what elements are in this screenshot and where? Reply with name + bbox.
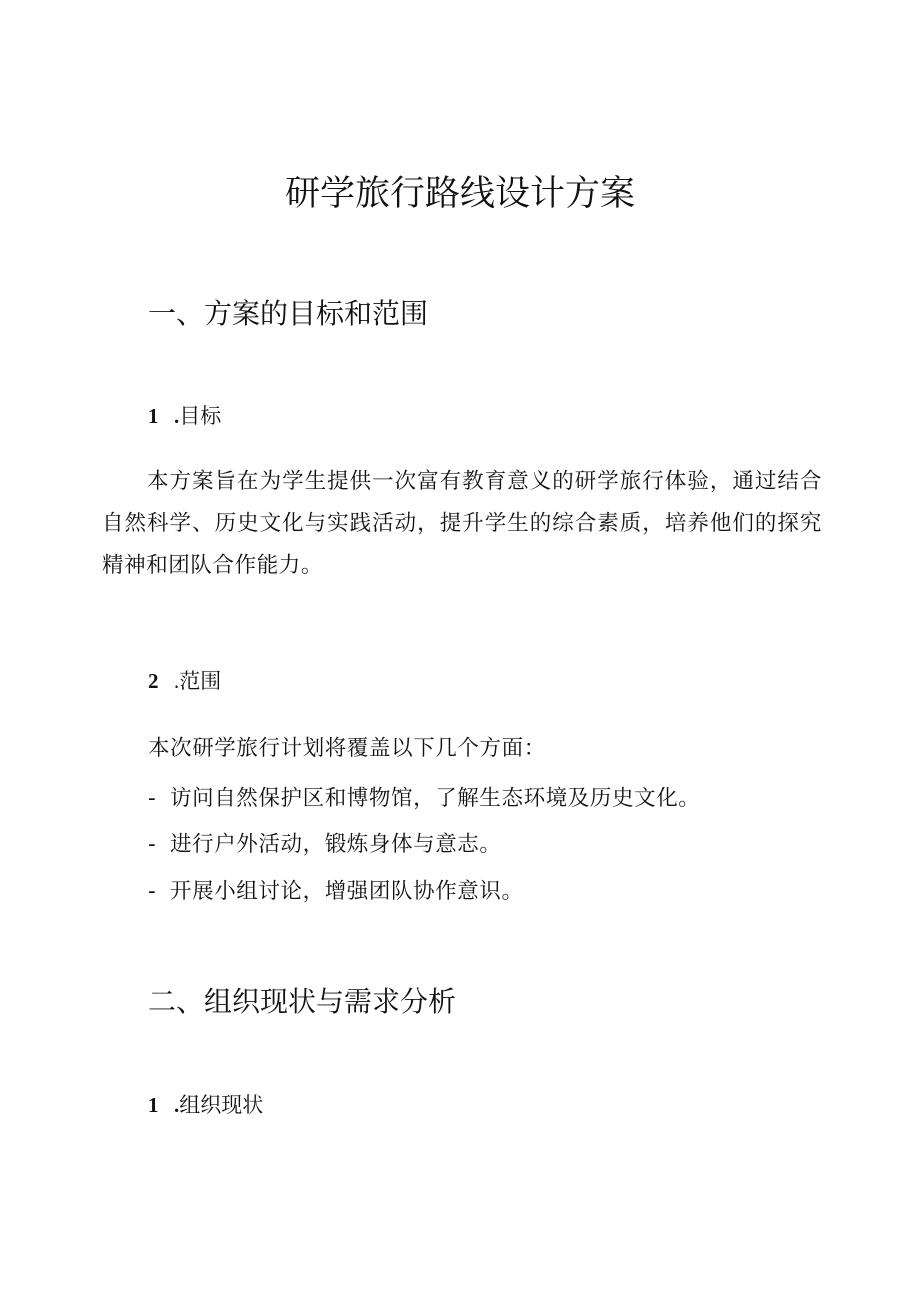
goal-paragraph: 本方案旨在为学生提供一次富有教育意义的研学旅行体验，通过结合自然科学、历史文化与实践活动，提升学生的综合素质，培养他们的探究精神和团队合作能力。 bbox=[102, 469, 822, 578]
bullet-text: 进行户外活动，锻炼身体与意志。 bbox=[170, 832, 502, 857]
subheading-scope bbox=[148, 666, 221, 696]
bullet-text: 访问自然保护区和博物馆，了解生态环境及历史文化。 bbox=[170, 786, 701, 811]
bullet-dash: - bbox=[148, 832, 157, 857]
subheading-label: 范围 bbox=[179, 669, 222, 693]
subheading-goal bbox=[148, 401, 221, 431]
subheading-dot: . bbox=[174, 669, 180, 693]
subheading-org-status bbox=[148, 1090, 263, 1120]
scope-intro: 本次研学旅行计划将覆盖以下几个方面： bbox=[148, 736, 546, 761]
section-heading-goals-scope: 一、方案的目标和范围 bbox=[148, 297, 429, 330]
document-title: 研学旅行路线设计方案 bbox=[284, 174, 635, 214]
bullet-dash: - bbox=[148, 786, 157, 811]
list-item bbox=[148, 877, 524, 907]
subheading-number: 2 bbox=[148, 669, 159, 693]
subheading-dot: . bbox=[174, 1093, 180, 1117]
bullet-text: 开展小组讨论，增强团队协作意识。 bbox=[170, 879, 524, 904]
bullet-dash: - bbox=[148, 879, 157, 904]
subheading-dot: . bbox=[174, 404, 180, 428]
list-item bbox=[148, 784, 700, 814]
section-heading-status-analysis: 二、组织现状与需求分析 bbox=[148, 985, 457, 1018]
subheading-label: 目标 bbox=[179, 404, 222, 428]
subheading-label: 组织现状 bbox=[179, 1093, 264, 1117]
subheading-number: 1 bbox=[148, 404, 159, 428]
list-item bbox=[148, 830, 502, 860]
subheading-number: 1 bbox=[148, 1093, 159, 1117]
